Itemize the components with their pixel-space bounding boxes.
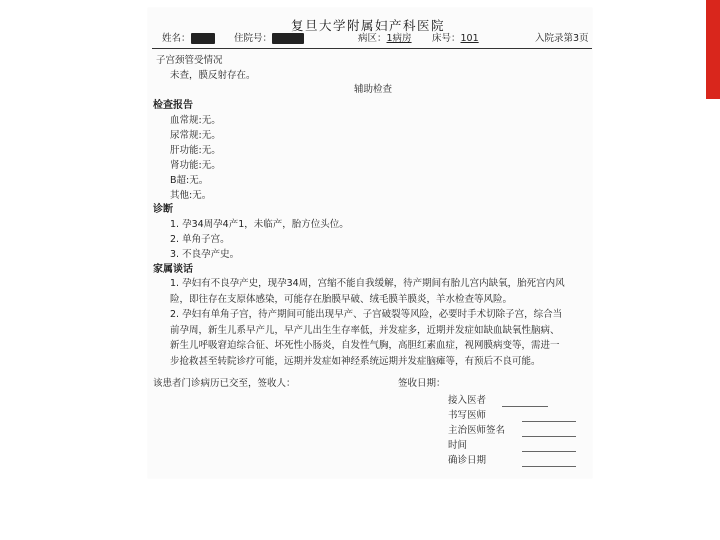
admission-number-field: [234, 33, 304, 45]
bed-value: 101: [460, 33, 479, 44]
header-rule: [152, 48, 592, 49]
signature-label: 书写医师: [448, 410, 487, 421]
report-item: 血常规:无。: [170, 115, 221, 126]
medical-record-page: [148, 8, 592, 478]
page-number: 入院录第3页: [535, 33, 589, 44]
ward-label: 病区：: [358, 33, 387, 44]
signature-line: [502, 406, 548, 407]
diagnosis-item: 3. 不良孕产史。: [170, 249, 240, 260]
sign-date-label: 签收日期：: [398, 378, 446, 389]
diagnosis-item: 2. 单角子宫。: [170, 234, 230, 245]
ward-value: 1病房: [386, 33, 412, 44]
cervical-heading: 子宫颈管受情况: [156, 55, 223, 66]
redacted-name: [191, 33, 215, 44]
signature-label: 时间: [448, 440, 468, 451]
bed-field: [432, 33, 479, 45]
redacted-admission-number: [272, 33, 304, 44]
signature-line: [522, 436, 576, 437]
accent-bar: [706, 0, 720, 99]
signature-label: 接入医者: [448, 395, 487, 406]
report-item: 肝功能:无。: [170, 145, 221, 156]
family-talk-heading: 家属谈话: [153, 264, 193, 275]
ward-field: [358, 33, 412, 45]
cervical-text: 未查，膜反射存在。: [170, 70, 256, 81]
signature-line: [522, 466, 576, 467]
report-item: 其他:无。: [170, 190, 212, 201]
consent-line: 该患者门诊病历已交至，签收人：: [153, 378, 296, 389]
report-heading: 检查报告: [153, 100, 193, 111]
signature-line: [522, 451, 576, 452]
patient-name-field: [162, 33, 215, 45]
diagnosis-item: 1. 孕34周孕4产1，未临产，胎方位头位。: [170, 219, 349, 230]
signature-label: 主治医师签名: [448, 425, 506, 436]
family-talk-paragraph-1: 1. 孕妇有不良孕产史，现孕34周，宫缩不能自我缓解，待产期间有胎儿宫内缺氧，胎死宫内风险，即往存在支原体感染，可能存在胎膜早破、绒毛膜羊膜炎，羊水检查等风险。: [170, 278, 565, 305]
signature-line: [522, 421, 576, 422]
aux-exam-heading: 辅助检查: [354, 84, 393, 95]
hospital-title: 复旦大学附属妇产科医院: [291, 18, 446, 33]
report-item: 肾功能:无。: [170, 160, 221, 171]
family-talk-paragraph-2: 2. 孕妇有单角子宫，待产期间可能出现早产、子宫破裂等风险，必要时手术切除子宫，综合当前孕周，新生儿系早产儿，早产儿出生生存率低，并发症多，近期并发症如缺血缺氧性脑病、新生儿呼吸窘迫综合征、坏死性小肠炎，自发性气胸，高胆红素血症，视网膜病变等，需进一步抢救甚至转院诊疗可能，远期并发症如神经系统远期并发症脑瘫等，有预后不良可能。: [170, 309, 563, 367]
admission-label: 住院号：: [234, 33, 273, 44]
report-item: 尿常规:无。: [170, 130, 221, 141]
report-item: B超:无。: [170, 175, 209, 186]
signature-label: 确诊日期: [448, 455, 487, 466]
bed-label: 床号：: [432, 33, 461, 44]
name-label: 姓名：: [162, 33, 191, 44]
diagnosis-heading: 诊断: [153, 204, 173, 215]
